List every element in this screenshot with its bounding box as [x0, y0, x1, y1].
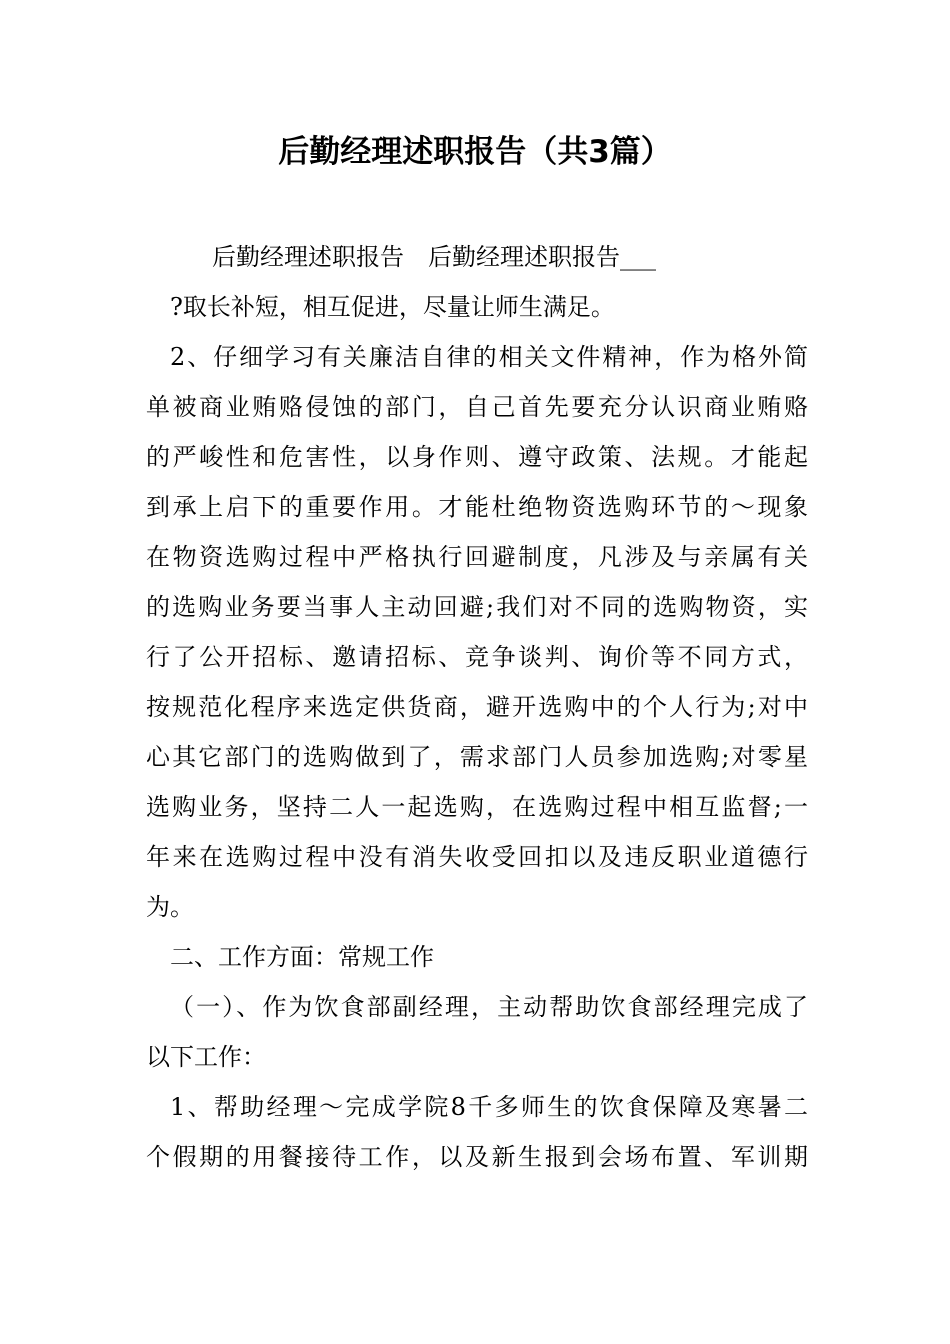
paragraph-line: 2、仔细学习有关廉洁自律的相关文件精神，作为格外简 — [170, 343, 808, 371]
paragraph-line: 个假期的用餐接待工作，以及新生报到会场布置、军训期 — [146, 1143, 808, 1171]
paragraph-line: 的选购业务要当事人主动回避;我们对不同的选购物资，实 — [146, 593, 808, 621]
paragraph-line: ?取长补短，相互促进，尽量让师生满足。 — [170, 293, 615, 321]
paragraph-line: 到承上启下的重要作用。才能杜绝物资选购环节的～现象 — [146, 493, 808, 521]
section-heading: 二、工作方面：常规工作 — [170, 943, 434, 971]
paragraph-line: 后勤经理述职报告 后勤经理述职报告___ — [212, 243, 656, 271]
paragraph-line: 行了公开招标、邀请招标、竞争谈判、询价等不同方式， — [146, 643, 808, 671]
document-body — [146, 232, 808, 1182]
paragraph-line: 选购业务，坚持二人一起选购，在选购过程中相互监督;一 — [146, 793, 808, 821]
paragraph-line: （一）、作为饮食部副经理，主动帮助饮食部经理完成了 — [170, 993, 808, 1021]
paragraph-line: 的严峻性和危害性，以身作则、遵守政策、法规。才能起 — [146, 443, 808, 471]
document-title: 后勤经理述职报告（共3篇） — [278, 134, 672, 170]
paragraph-line: 在物资选购过程中严格执行回避制度，凡涉及与亲属有关 — [146, 543, 808, 571]
paragraph-line: 为。 — [146, 893, 194, 921]
paragraph-line: 按规范化程序来选定供货商，避开选购中的个人行为;对中 — [146, 693, 808, 721]
paragraph-line: 1、帮助经理～完成学院8千多师生的饮食保障及寒暑二 — [170, 1093, 808, 1121]
paragraph-line: 心其它部门的选购做到了，需求部门人员参加选购;对零星 — [146, 743, 808, 771]
paragraph-line: 以下工作： — [146, 1043, 266, 1071]
paragraph-line: 年来在选购过程中没有消失收受回扣以及违反职业道德行 — [146, 843, 808, 871]
paragraph-line: 单被商业贿赂侵蚀的部门，自己首先要充分认识商业贿赂 — [146, 393, 808, 421]
